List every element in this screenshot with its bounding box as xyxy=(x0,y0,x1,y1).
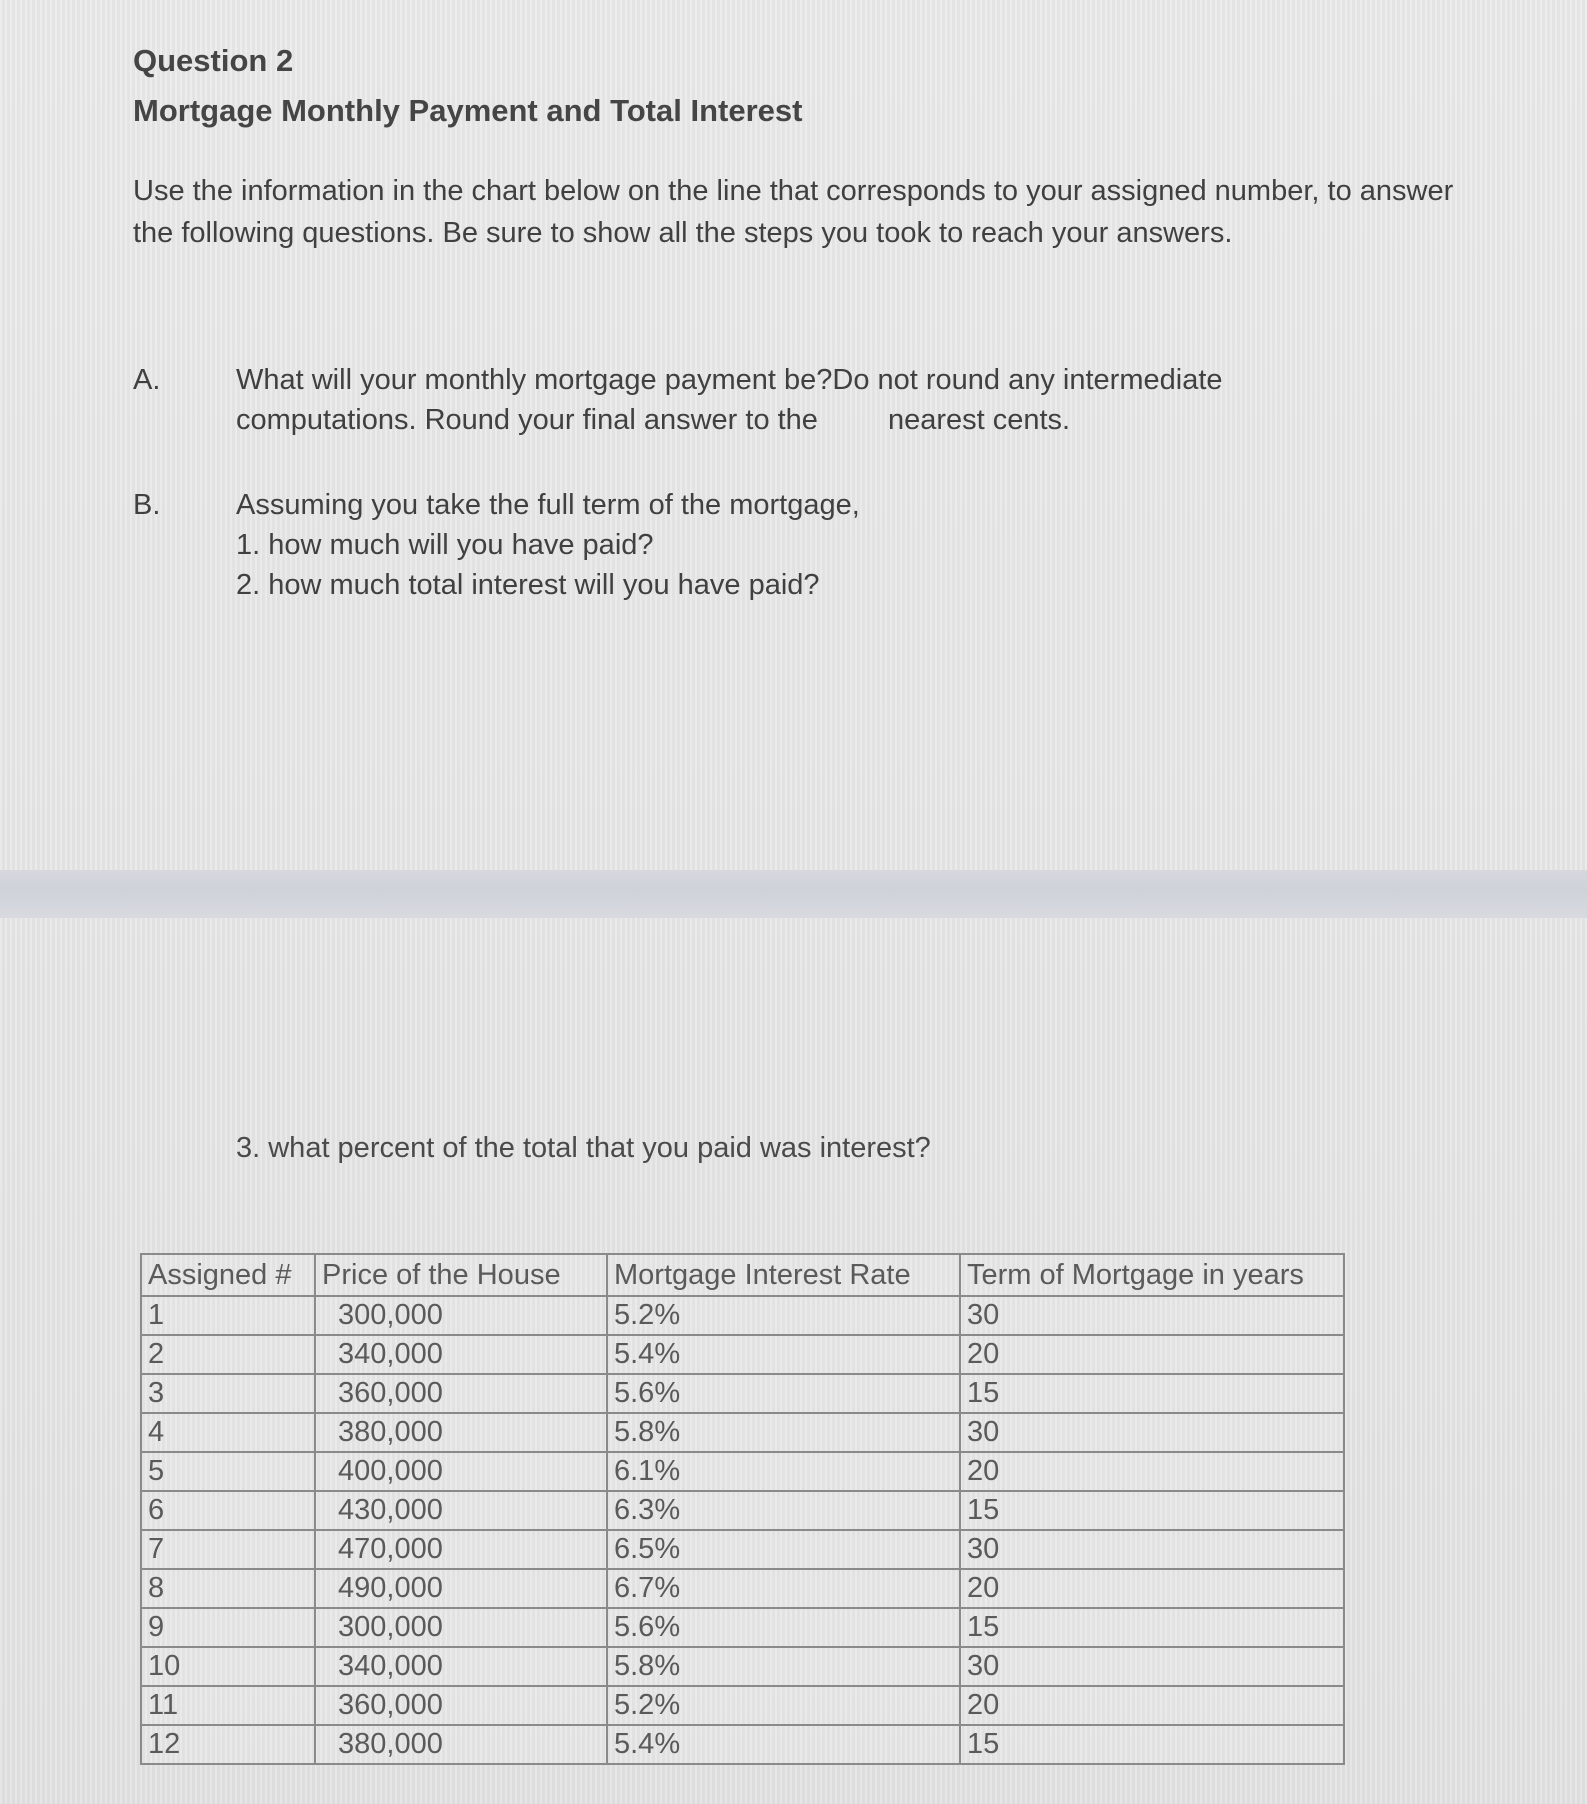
cell-assigned: 7 xyxy=(141,1530,315,1569)
part-a-letter: A. xyxy=(133,364,161,396)
header-rate: Mortgage Interest Rate xyxy=(607,1254,960,1296)
cell-assigned: 10 xyxy=(141,1647,315,1686)
table-row xyxy=(141,1452,1344,1491)
header-term: Term of Mortgage in years xyxy=(960,1254,1344,1296)
table-row xyxy=(141,1296,1344,1335)
table-row xyxy=(141,1335,1344,1374)
part-a-text xyxy=(236,360,1436,440)
cell-term: 15 xyxy=(960,1374,1344,1413)
table-row xyxy=(141,1530,1344,1569)
cell-rate: 5.6% xyxy=(607,1608,960,1647)
cell-rate: 5.8% xyxy=(607,1413,960,1452)
cell-price: 400,000 xyxy=(315,1452,607,1491)
cell-assigned: 12 xyxy=(141,1725,315,1764)
question-title: Mortgage Monthly Payment and Total Interest xyxy=(133,93,803,128)
cell-term: 15 xyxy=(960,1725,1344,1764)
cell-rate: 6.7% xyxy=(607,1569,960,1608)
cell-rate: 5.6% xyxy=(607,1374,960,1413)
part-b-sub2: 2. how much total interest will you have paid? xyxy=(236,569,820,601)
cell-price: 380,000 xyxy=(315,1725,607,1764)
part-a-line2 xyxy=(236,400,1436,440)
cell-term: 15 xyxy=(960,1608,1344,1647)
table-row xyxy=(141,1413,1344,1452)
table-row xyxy=(141,1569,1344,1608)
table-row xyxy=(141,1374,1344,1413)
table-header-row xyxy=(141,1254,1344,1296)
cell-assigned: 5 xyxy=(141,1452,315,1491)
cell-rate: 5.8% xyxy=(607,1647,960,1686)
part-b-sub1: 1. how much will you have paid? xyxy=(236,529,654,561)
question-number: Question 2 xyxy=(133,43,294,78)
cell-rate: 5.2% xyxy=(607,1686,960,1725)
table-row xyxy=(141,1491,1344,1530)
cell-term: 20 xyxy=(960,1335,1344,1374)
cell-term: 30 xyxy=(960,1296,1344,1335)
cell-price: 300,000 xyxy=(315,1608,607,1647)
cell-assigned: 11 xyxy=(141,1686,315,1725)
cell-term: 30 xyxy=(960,1413,1344,1452)
page-break-divider xyxy=(0,870,1587,918)
cell-price: 430,000 xyxy=(315,1491,607,1530)
cell-term: 30 xyxy=(960,1530,1344,1569)
cell-assigned: 1 xyxy=(141,1296,315,1335)
table-row xyxy=(141,1647,1344,1686)
cell-price: 340,000 xyxy=(315,1647,607,1686)
mortgage-table xyxy=(140,1253,1345,1765)
part-b-text xyxy=(236,485,1436,605)
part-b-sub3: 3. what percent of the total that you paid was interest? xyxy=(236,1132,931,1164)
cell-price: 340,000 xyxy=(315,1335,607,1374)
cell-price: 360,000 xyxy=(315,1374,607,1413)
part-b-line1: Assuming you take the full term of the mortgage, xyxy=(236,489,860,521)
cell-term: 20 xyxy=(960,1686,1344,1725)
cell-assigned: 9 xyxy=(141,1608,315,1647)
cell-rate: 5.4% xyxy=(607,1725,960,1764)
cell-term: 20 xyxy=(960,1452,1344,1491)
header-assigned: Assigned # xyxy=(141,1254,315,1296)
cell-price: 380,000 xyxy=(315,1413,607,1452)
cell-assigned: 6 xyxy=(141,1491,315,1530)
cell-term: 15 xyxy=(960,1491,1344,1530)
part-a-line1: What will your monthly mortgage payment be?Do not round any intermediate xyxy=(236,364,1223,396)
part-a-line2-start: computations. Round your final answer to the xyxy=(236,404,818,436)
cell-rate: 6.3% xyxy=(607,1491,960,1530)
table-row xyxy=(141,1686,1344,1725)
cell-rate: 5.2% xyxy=(607,1296,960,1335)
table-row xyxy=(141,1725,1344,1764)
instructions-paragraph: Use the information in the chart below on the line that corresponds to your assigned number, to answer the following questions. Be sure to show all the steps you took to reach your answers. xyxy=(133,175,1454,249)
cell-price: 490,000 xyxy=(315,1569,607,1608)
table-row xyxy=(141,1608,1344,1647)
cell-assigned: 4 xyxy=(141,1413,315,1452)
cell-price: 300,000 xyxy=(315,1296,607,1335)
cell-price: 470,000 xyxy=(315,1530,607,1569)
cell-rate: 6.5% xyxy=(607,1530,960,1569)
header-price: Price of the House xyxy=(315,1254,607,1296)
cell-term: 20 xyxy=(960,1569,1344,1608)
cell-assigned: 3 xyxy=(141,1374,315,1413)
cell-assigned: 2 xyxy=(141,1335,315,1374)
cell-price: 360,000 xyxy=(315,1686,607,1725)
cell-rate: 5.4% xyxy=(607,1335,960,1374)
cell-rate: 6.1% xyxy=(607,1452,960,1491)
cell-assigned: 8 xyxy=(141,1569,315,1608)
cell-term: 30 xyxy=(960,1647,1344,1686)
part-a-line2-end: nearest cents. xyxy=(887,404,1071,436)
part-b-letter: B. xyxy=(133,489,161,521)
